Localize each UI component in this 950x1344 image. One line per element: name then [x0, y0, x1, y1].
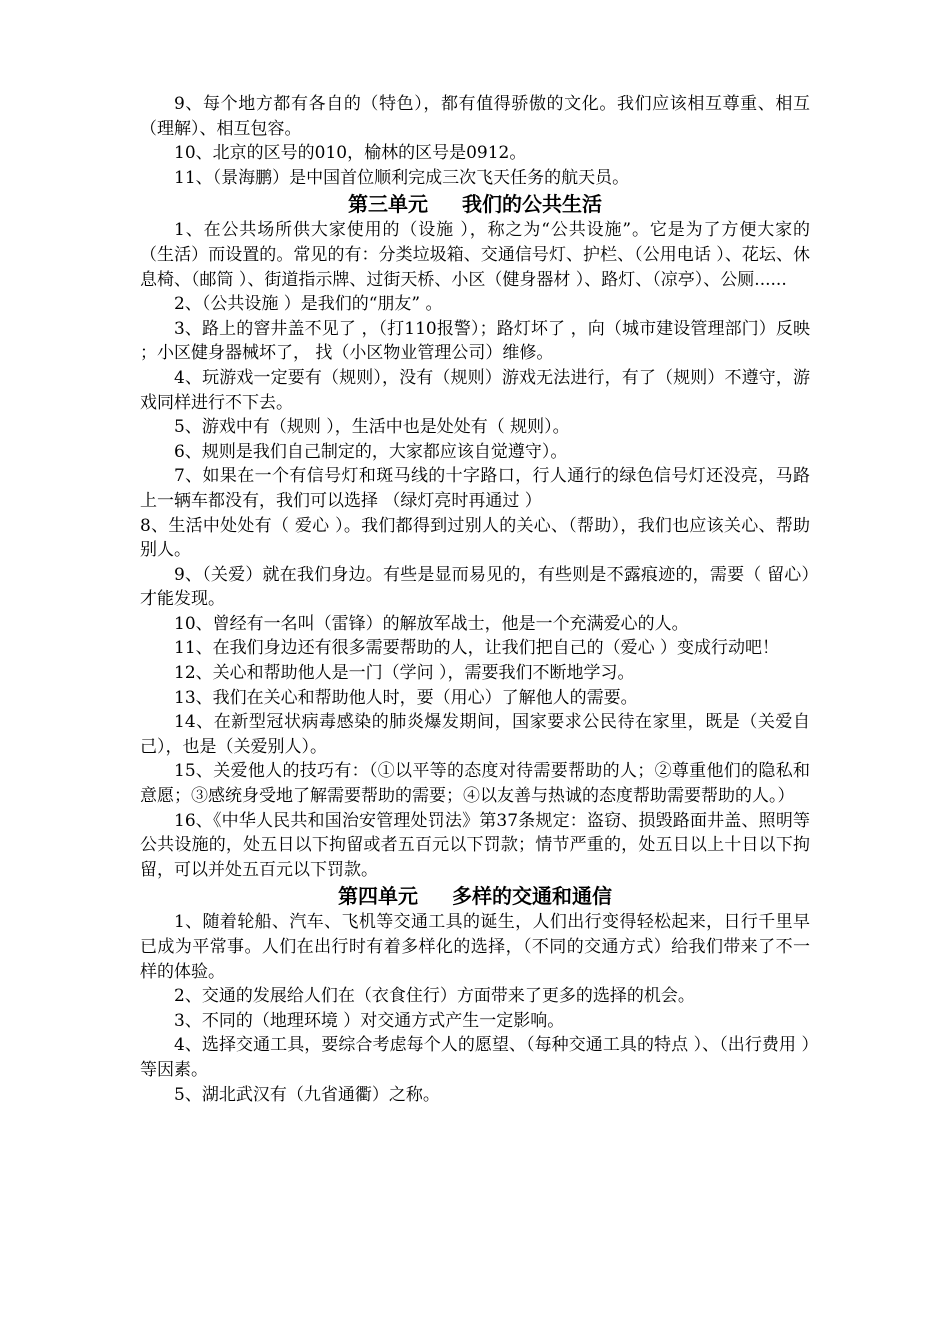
list-item: 5、湖北武汉有（九省通衢）之称。 — [174, 1084, 440, 1105]
list-item: 12、关心和帮助他人是一门（学问 ），需要我们不断地学习。 — [174, 663, 635, 684]
unit-4-heading — [0, 882, 950, 910]
list-item: 11、（景海鹏）是中国首位顺利完成三次飞天任务的航天员。 — [174, 167, 630, 188]
list-item: 11、在我们身边还有很多需要帮助的人，让我们把自己的（爱心 ）变成行动吧！ — [174, 638, 780, 659]
list-item: 9、（关爱）就在我们身边。有些是显而易见的，有些则是不露痕迹的，需要（ 留心）才能发现。 — [140, 564, 810, 610]
list-item: 10、曾经有一名叫（雷锋）的解放军战士，他是一个充满爱心的人。 — [174, 613, 689, 634]
list-item: 2、交通的发展给人们在（衣食住行）方面带来了更多的选择的机会。 — [174, 986, 695, 1007]
list-item: 1、在公共场所供大家使用的（设施 ），称之为“公共设施”。它是为了方便大家的（生活）而设置的。常见的有：分类垃圾箱、交通信号灯、护栏、（公用电话 ）、花坛、休息椅、（邮筒 ）、街道指示牌、过街天桥、小区（健身器材 ）、路灯、（凉亭）、公厕...... — [140, 220, 810, 290]
list-item: 13、我们在关心和帮助他人时，要（用心）了解他人的需要。 — [174, 687, 638, 708]
list-item: 4、选择交通工具，要综合考虑每个人的愿望、（每种交通工具的特点 ）、（出行费用 ）等因素。 — [140, 1035, 810, 1080]
list-item: 4、玩游戏一定要有（规则），没有（规则）游戏无法进行，有了（规则）不遵守，游戏同样进行不下去。 — [140, 367, 810, 413]
list-item: 1、随着轮船、汽车、飞机等交通工具的诞生，人们出行变得轻松起来，日行千里早已成为平常事。人们在出行时有着多样化的选择，（不同的交通方式）给我们带来了不一样的体验。 — [140, 912, 810, 982]
unit-4-number: 第四单元 — [338, 884, 418, 909]
list-item: 7、如果在一个有信号灯和斑马线的十字路口，行人通行的绿色信号灯还没亮，马路上一辆车都没有，我们可以选择 （绿灯亮时再通过 ） — [140, 466, 810, 511]
list-item: 3、路上的窨井盖不见了 ，（打110报警）；路灯坏了 ，向（城市建设管理部门）反映 ；小区健身器械坏了， 找（小区物业管理公司）维修。 — [140, 318, 810, 364]
unit-3-number: 第三单元 — [348, 192, 428, 217]
unit-4-title: 多样的交通和通信 — [452, 884, 612, 909]
list-item: 2、（公共设施 ）是我们的“朋友” 。 — [174, 294, 443, 315]
unit-3-heading — [0, 190, 950, 218]
list-item: 3、不同的（地理环境 ）对交通方式产生一定影响。 — [174, 1010, 565, 1031]
list-item: 9、每个地方都有各自的（特色），都有值得骄傲的文化。我们应该相互尊重、相互（理解）、相互包容。 — [140, 94, 810, 139]
list-item: 5、游戏中有（规则 ），生活中也是处处有（ 规则）。 — [174, 417, 570, 438]
list-item: 6、规则是我们自己制定的，大家都应该自觉遵守）。 — [174, 441, 568, 462]
document-content — [0, 92, 950, 1107]
list-item: 10、北京的区号的010，榆林的区号是0912。 — [174, 143, 527, 164]
list-item: 15、关爱他人的技巧有：（①以平等的态度对待需要帮助的人；②尊重他们的隐私和意愿；③感统身受地了解需要帮助的需要；④以友善与热诚的态度帮助需要帮助的人。） — [140, 761, 810, 807]
list-item: 16、《中华人民共和国治安管理处罚法》第37条规定：盗窃、损毁路面井盖、照明等公共设施的，处五日以下拘留或者五百元以下罚款；情节严重的，处五日以上十日以下拘留，可以并处五百元以下罚款。 — [140, 810, 810, 880]
list-item: 14、在新型冠状病毒感染的肺炎爆发期间，国家要求公民待在家里，既是（关爱自己），也是（关爱别人）。 — [140, 712, 810, 757]
unit-3-title: 我们的公共生活 — [462, 192, 602, 217]
list-item: 8、生活中处处有（ 爱心 ）。我们都得到过别人的关心、（帮助），我们也应该关心、帮助别人。 — [140, 515, 810, 561]
